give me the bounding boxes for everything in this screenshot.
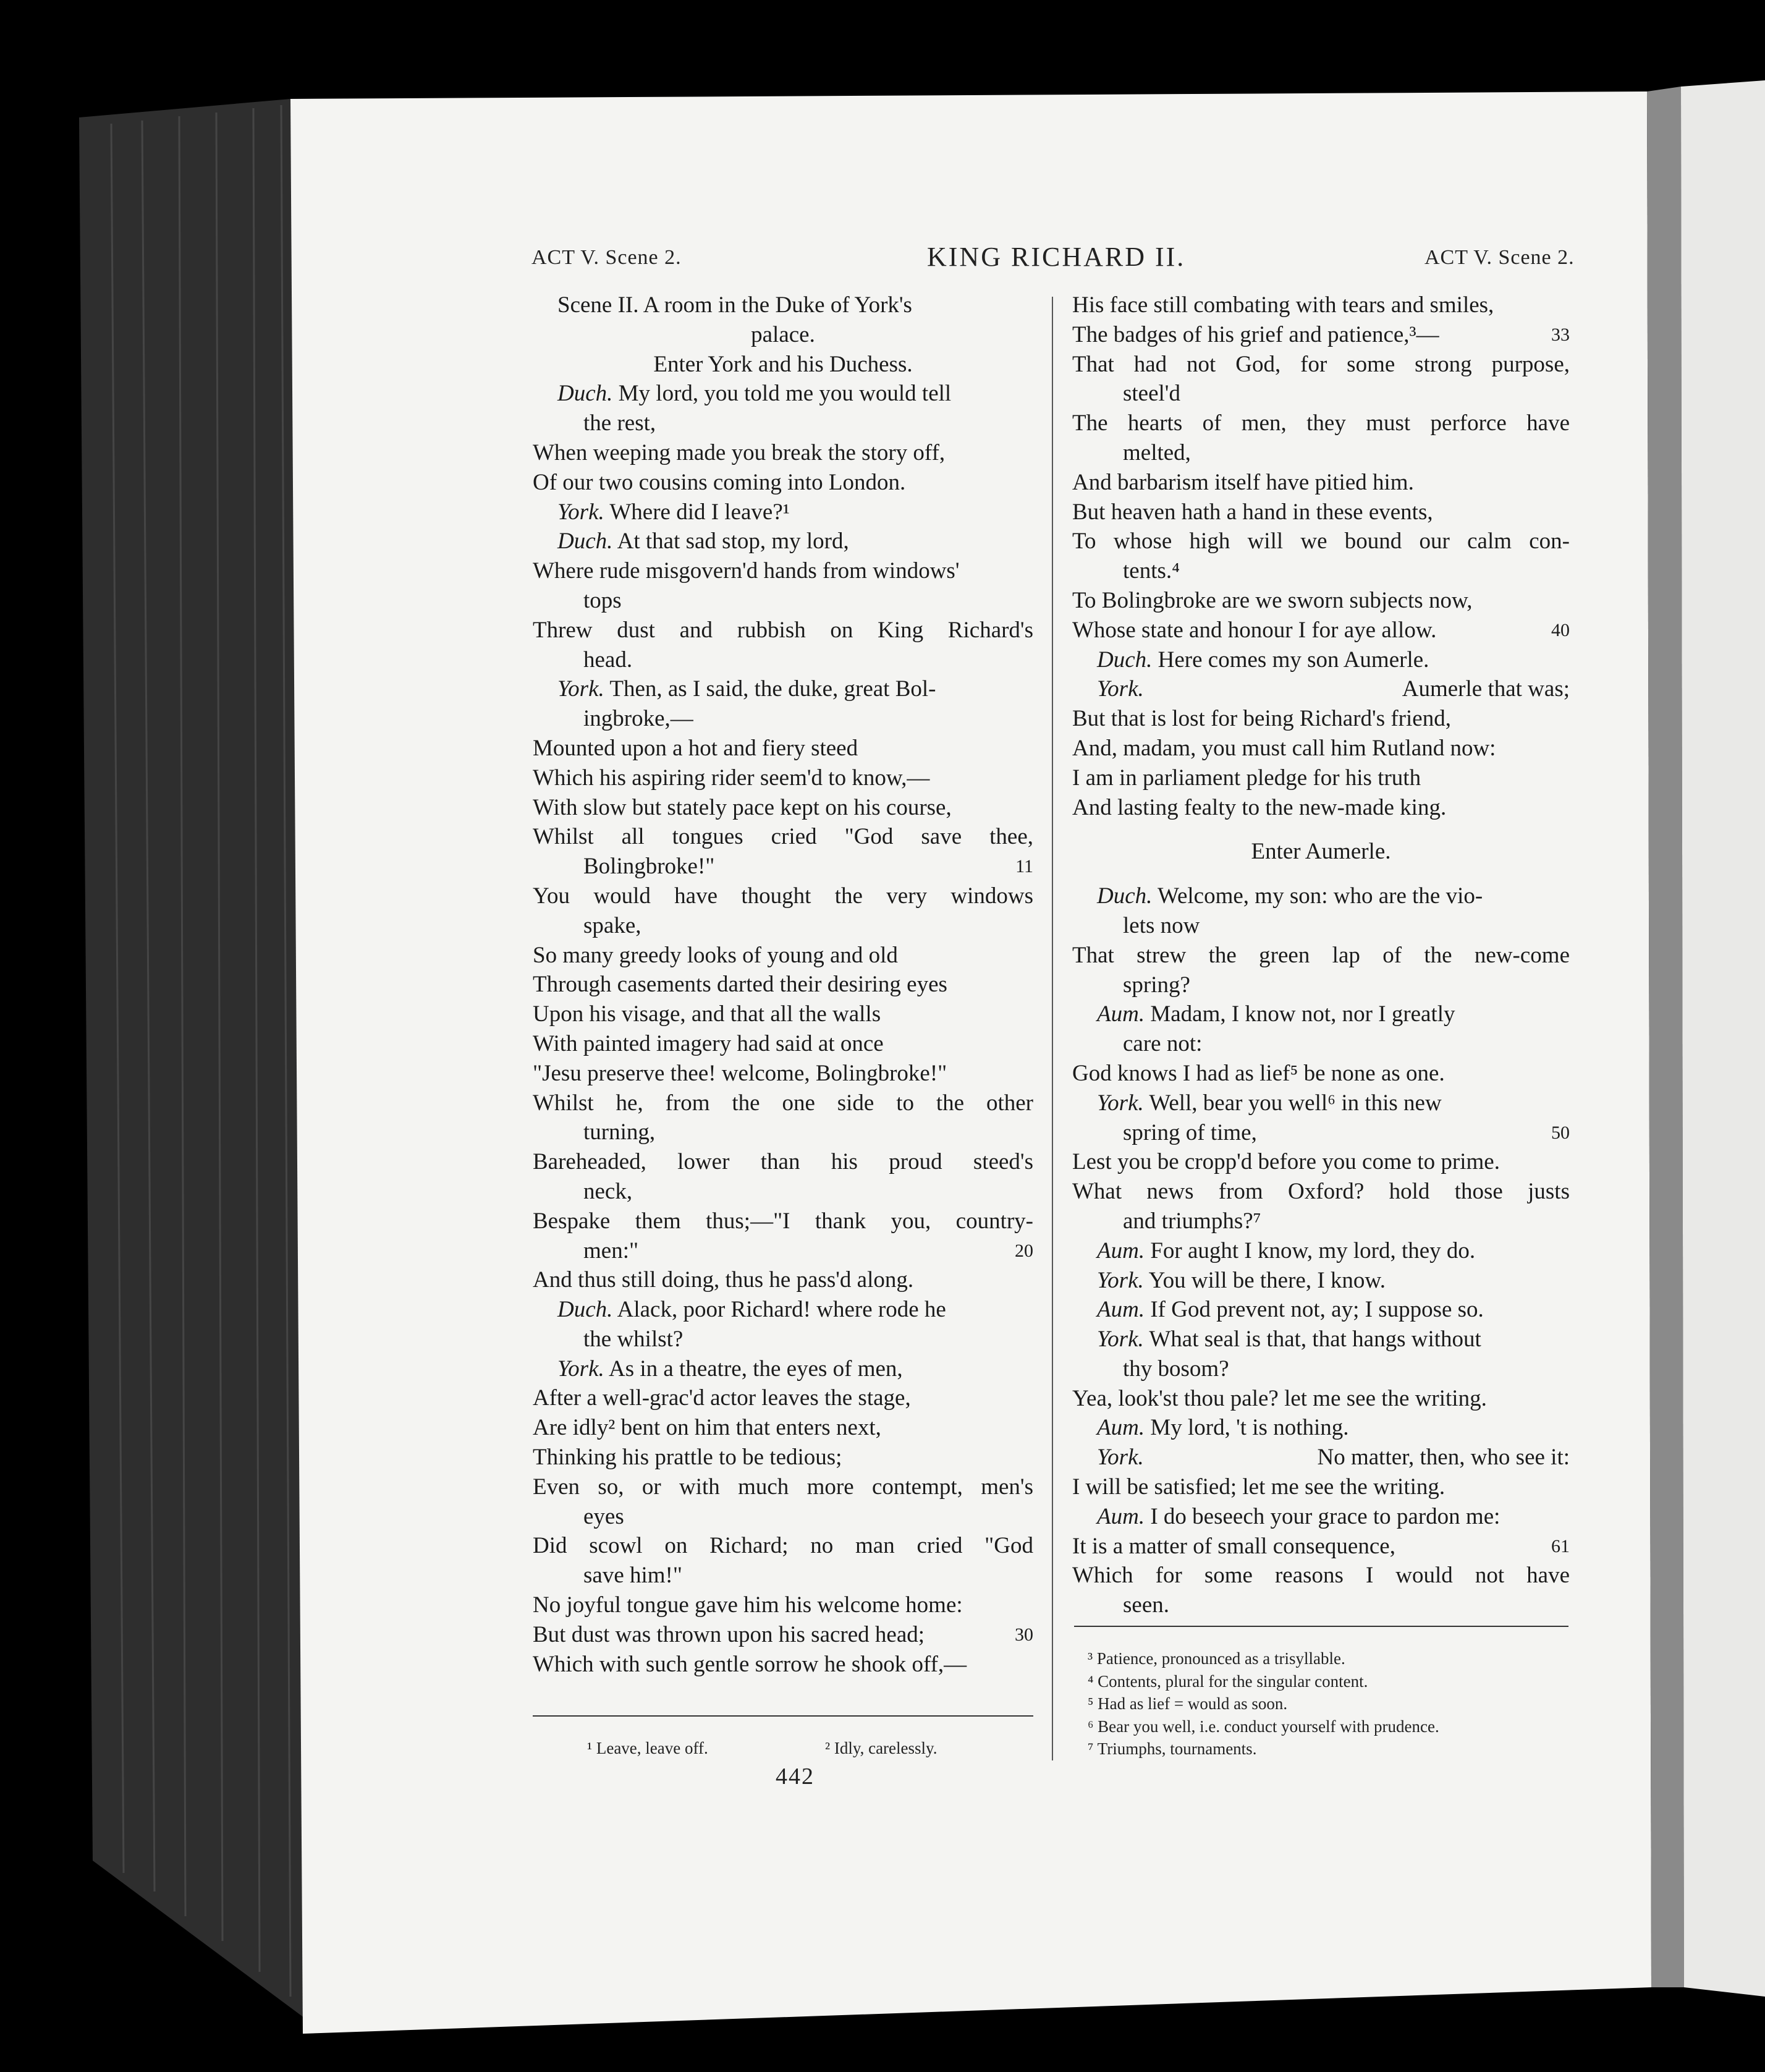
- verse-line: [1072, 409, 1570, 438]
- running-head-left: ACT V. Scene 2.: [531, 246, 682, 269]
- line-text: the rest,: [583, 410, 656, 436]
- verse-line: [1072, 763, 1570, 793]
- verse-line: [533, 616, 1033, 645]
- line-number: 20: [1015, 1240, 1033, 1261]
- line-text: That had not God, for some strong purpose,: [1072, 351, 1570, 377]
- verse-line: [533, 852, 1033, 881]
- line-text: With slow but stately pace kept on his course,: [533, 794, 952, 820]
- speaker-name: Aum.: [1097, 1415, 1145, 1441]
- verse-line: [533, 1413, 1033, 1443]
- line-text: If God prevent not, ay; I suppose so.: [1150, 1297, 1484, 1323]
- verse-line: [533, 1502, 1033, 1532]
- line-text: Thinking his prattle to be tedious;: [533, 1445, 842, 1471]
- speaker-name: York.: [1097, 1267, 1144, 1293]
- line-text: But heaven hath a hand in these events,: [1072, 499, 1433, 525]
- line-text: You would have thought the very windows: [533, 883, 1033, 909]
- footnotes-right: [1088, 1647, 1439, 1760]
- line-text: Enter York and his Duchess.: [653, 351, 913, 377]
- line-text: Did scowl on Richard; no man cried "God: [533, 1533, 1033, 1559]
- verse-line: [533, 1561, 1033, 1590]
- verse-line: [533, 1443, 1033, 1472]
- running-head-right: ACT V. Scene 2.: [1424, 246, 1575, 269]
- footnote-2: ² Idly, carelessly.: [825, 1739, 938, 1757]
- verse-line: [533, 1207, 1033, 1236]
- verse-line: [1072, 291, 1570, 320]
- verse-line: [1072, 438, 1570, 468]
- verse-line: [1072, 793, 1570, 823]
- speaker-name: Duch.: [557, 381, 613, 407]
- line-text: I do beseech your grace to pardon me:: [1150, 1503, 1500, 1529]
- verse-line: [533, 586, 1033, 616]
- verse-line: [1072, 468, 1570, 498]
- line-text: the whilst?: [583, 1326, 684, 1352]
- verse-line: [533, 763, 1033, 793]
- footnote-1: ¹ Leave, leave off.: [587, 1739, 708, 1757]
- verse-line: [533, 704, 1033, 734]
- verse-line: [1072, 1147, 1570, 1177]
- verse-line: [1072, 881, 1570, 911]
- line-text: Scene II. A room in the Duke of York's: [557, 292, 912, 318]
- verse-line: [1072, 837, 1570, 867]
- verse-line: [1072, 1236, 1570, 1266]
- verse-line: [1072, 867, 1570, 881]
- line-text: Whose state and honour I for aye allow.: [1072, 617, 1437, 643]
- line-text: spring?: [1123, 972, 1190, 998]
- line-text: The hearts of men, they must perforce have: [1072, 410, 1570, 436]
- verse-line: [1072, 616, 1570, 645]
- verse-line: [1072, 1354, 1570, 1384]
- line-text: Welcome, my son: who are the vio-: [1158, 883, 1483, 909]
- line-text: Where rude misgovern'd hands from windows': [533, 558, 960, 584]
- speaker-name: Aum.: [1097, 1001, 1145, 1027]
- line-text: What seal is that, that hangs without: [1149, 1327, 1481, 1352]
- line-text: The badges of his grief and patience,³—: [1072, 321, 1439, 347]
- line-number: 30: [1015, 1624, 1033, 1645]
- line-text: And thus still doing, thus he pass'd along.: [533, 1267, 914, 1293]
- verse-line: [1072, 527, 1570, 556]
- verse-line: [533, 822, 1033, 852]
- line-text: eyes: [583, 1503, 624, 1529]
- line-text: Of our two cousins coming into London.: [533, 469, 906, 495]
- line-text: So many greedy looks of young and old: [533, 942, 898, 968]
- speaker-name: Duch.: [1097, 647, 1153, 673]
- verse-line: [1072, 1502, 1570, 1532]
- line-text: and triumphs?⁷: [1123, 1208, 1261, 1234]
- running-title: KING RICHARD II.: [927, 242, 1186, 272]
- line-text: neck,: [583, 1178, 633, 1204]
- line-text: No matter, then, who see it:: [1317, 1445, 1570, 1471]
- line-text: Alack, poor Richard! where rode he: [617, 1297, 946, 1323]
- line-text: Madam, I know not, nor I greatly: [1150, 1001, 1455, 1027]
- verse-line: [1072, 674, 1570, 704]
- footnote: ⁴ Contents, plural for the singular content.: [1088, 1671, 1368, 1691]
- line-text: To whose high will we bound our calm con-: [1072, 529, 1570, 554]
- verse-line: [1072, 1472, 1570, 1502]
- speaker-name: York.: [557, 676, 604, 702]
- line-text: At that sad stop, my lord,: [617, 529, 849, 554]
- line-text: lets now: [1123, 912, 1200, 938]
- speaker-name: York.: [1097, 1090, 1144, 1116]
- speaker-name: York.: [1097, 1445, 1144, 1471]
- speaker-name: York.: [557, 499, 604, 525]
- verse-line: [1072, 970, 1570, 1000]
- line-text: You will be there, I know.: [1148, 1267, 1386, 1293]
- line-text: God knows I had as lief⁵ be none as one.: [1072, 1060, 1445, 1086]
- verse-line: [533, 970, 1033, 1000]
- line-text: But that is lost for being Richard's friend,: [1072, 706, 1451, 732]
- verse-line: [533, 1531, 1033, 1561]
- verse-line: [1072, 645, 1570, 675]
- speaker-name: Aum.: [1097, 1297, 1145, 1323]
- line-text: That strew the green lap of the new-come: [1072, 942, 1570, 968]
- line-text: My lord, you told me you would tell: [618, 381, 952, 407]
- verse-line: [533, 498, 1033, 527]
- line-text: Which with such gentle sorrow he shook off,—: [533, 1651, 967, 1677]
- line-text: I will be satisfied; let me see the writing.: [1072, 1474, 1445, 1500]
- verse-line: [1072, 1443, 1570, 1472]
- verse-line: [1072, 1325, 1570, 1354]
- verse-line: [533, 645, 1033, 675]
- line-text: With painted imagery had said at once: [533, 1030, 884, 1056]
- line-text: steel'd: [1123, 381, 1180, 407]
- verse-line: [533, 1236, 1033, 1266]
- line-text: For aught I know, my lord, they do.: [1150, 1238, 1476, 1263]
- left-column: [533, 291, 1033, 1679]
- verse-line: [1072, 1059, 1570, 1089]
- line-text: Lest you be cropp'd before you come to prime.: [1072, 1149, 1500, 1175]
- footnote-rule-right: [1074, 1626, 1568, 1627]
- verse-line: [1072, 1413, 1570, 1443]
- line-text: Bolingbroke!": [583, 854, 715, 880]
- verse-line: [533, 1472, 1033, 1502]
- verse-line: [1072, 1029, 1570, 1059]
- line-text: Enter Aumerle.: [1251, 839, 1391, 865]
- verse-line: [533, 438, 1033, 468]
- line-text: As in a theatre, the eyes of men,: [608, 1356, 903, 1382]
- line-text: Here comes my son Aumerle.: [1158, 647, 1429, 673]
- line-text: Bareheaded, lower than his proud steed's: [533, 1149, 1033, 1175]
- verse-line: [533, 320, 1033, 350]
- line-text: palace.: [751, 321, 815, 347]
- verse-line: [533, 350, 1033, 380]
- line-text: tents.⁴: [1123, 558, 1180, 584]
- speaker-name: York.: [1097, 1327, 1144, 1352]
- verse-line: [1072, 586, 1570, 616]
- verse-line: [533, 1029, 1033, 1059]
- verse-line: [1072, 704, 1570, 734]
- verse-line: [533, 527, 1033, 556]
- verse-line: [533, 379, 1033, 409]
- line-text: spake,: [583, 912, 641, 938]
- verse-line: [1072, 1590, 1570, 1620]
- verse-line: [533, 468, 1033, 498]
- verse-line: [533, 1354, 1033, 1384]
- line-text: Which for some reasons I would not have: [1072, 1563, 1570, 1589]
- line-text: Whilst he, from the one side to the other: [533, 1090, 1033, 1116]
- verse-line: [533, 1383, 1033, 1413]
- line-text: Whilst all tongues cried "God save thee,: [533, 824, 1033, 850]
- verse-line: [1072, 1089, 1570, 1118]
- line-text: To Bolingbroke are we sworn subjects now,: [1072, 587, 1473, 613]
- line-text: After a well-grac'd actor leaves the stage,: [533, 1385, 911, 1411]
- line-text: melted,: [1123, 439, 1191, 465]
- verse-line: [1072, 320, 1570, 350]
- speaker-name: Aum.: [1097, 1503, 1145, 1529]
- footnote: ⁷ Triumphs, tournaments.: [1088, 1739, 1257, 1758]
- verse-line: [533, 1177, 1033, 1207]
- verse-line: [1072, 1266, 1570, 1296]
- line-text: Bespake them thus;—"I thank you, country-: [533, 1208, 1033, 1234]
- verse-line: [533, 1118, 1033, 1147]
- verse-line: [533, 1325, 1033, 1354]
- verse-line: [533, 1590, 1033, 1620]
- verse-line: [533, 1000, 1033, 1029]
- line-number: 11: [1015, 856, 1033, 877]
- verse-line: [1072, 1207, 1570, 1236]
- verse-line: [1072, 734, 1570, 763]
- line-text: Well, bear you well⁶ in this new: [1149, 1090, 1442, 1116]
- line-text: Upon his visage, and that all the walls: [533, 1001, 881, 1027]
- line-text: save him!": [583, 1563, 682, 1589]
- line-text: care not:: [1123, 1031, 1203, 1057]
- line-text: turning,: [583, 1119, 656, 1145]
- line-text: When weeping made you break the story off,: [533, 439, 946, 465]
- line-text: Even so, or with much more contempt, men's: [533, 1474, 1033, 1500]
- verse-line: [533, 734, 1033, 763]
- footnote: ⁵ Had as lief = would as soon.: [1088, 1694, 1288, 1713]
- verse-line: [533, 674, 1033, 704]
- line-text: men:": [583, 1238, 639, 1263]
- verse-line: [1072, 1295, 1570, 1325]
- line-text: But dust was thrown upon his sacred head;: [533, 1621, 925, 1647]
- line-text: Where did I leave?¹: [609, 499, 790, 525]
- verse-line: [1072, 911, 1570, 941]
- verse-line: [1072, 350, 1570, 380]
- verse-line: [1072, 1532, 1570, 1561]
- verse-line: [533, 941, 1033, 970]
- verse-line: [533, 1620, 1033, 1650]
- verse-line: [1072, 556, 1570, 586]
- line-text: Aumerle that was;: [1402, 676, 1570, 702]
- line-text: And lasting fealty to the new-made king.: [1072, 794, 1447, 820]
- line-text: head.: [583, 647, 633, 673]
- verse-line: [1072, 1000, 1570, 1029]
- line-text: spring of time,: [1123, 1119, 1257, 1145]
- verse-line: [533, 1059, 1033, 1089]
- page-number: 442: [776, 1764, 815, 1790]
- verse-line: [533, 793, 1033, 823]
- verse-line: [1072, 1177, 1570, 1207]
- line-text: tops: [583, 587, 622, 613]
- footnote-rule-left: [533, 1715, 1033, 1717]
- line-text: I am in parliament pledge for his truth: [1072, 765, 1421, 791]
- line-text: His face still combating with tears and smiles,: [1072, 292, 1494, 318]
- verse-line: [533, 1650, 1033, 1679]
- footnote: ⁶ Bear you well, i.e. conduct yourself with prudence.: [1088, 1717, 1439, 1736]
- speaker-name: Duch.: [557, 529, 613, 554]
- speaker-name: Duch.: [557, 1297, 613, 1323]
- speaker-name: York.: [1097, 676, 1144, 702]
- line-text: Through casements darted their desiring eyes: [533, 972, 947, 998]
- verse-line: [533, 911, 1033, 941]
- verse-line: [1072, 379, 1570, 409]
- line-text: Then, as I said, the duke, great Bol-: [609, 676, 936, 702]
- line-text: "Jesu preserve thee! welcome, Bolingbroke!": [533, 1060, 947, 1086]
- speaker-name: Duch.: [1097, 883, 1153, 909]
- line-text: thy bosom?: [1123, 1356, 1229, 1382]
- line-number: 40: [1551, 619, 1570, 640]
- verse-line: [533, 409, 1033, 438]
- line-text: Which his aspiring rider seem'd to know,—: [533, 765, 930, 791]
- line-text: Threw dust and rubbish on King Richard's: [533, 617, 1033, 643]
- line-text: What news from Oxford? hold those justs: [1072, 1179, 1570, 1205]
- verse-line: [533, 291, 1033, 320]
- line-text: My lord, 't is nothing.: [1150, 1415, 1349, 1441]
- line-text: Are idly² bent on him that enters next,: [533, 1415, 881, 1441]
- line-text: And barbarism itself have pitied him.: [1072, 469, 1414, 495]
- speaker-name: York.: [557, 1356, 604, 1382]
- verse-line: [1072, 822, 1570, 837]
- line-text: It is a matter of small consequence,: [1072, 1533, 1395, 1559]
- line-text: ingbroke,—: [583, 706, 693, 732]
- verse-line: [1072, 1561, 1570, 1590]
- verse-line: [533, 1295, 1033, 1325]
- line-number: 50: [1551, 1122, 1570, 1143]
- footnote: ³ Patience, pronounced as a trisyllable.: [1088, 1649, 1345, 1668]
- right-column: [1072, 291, 1570, 1620]
- verse-line: [533, 881, 1033, 911]
- line-number: 33: [1551, 324, 1570, 345]
- line-text: seen.: [1123, 1592, 1169, 1618]
- verse-line: [1072, 1384, 1570, 1414]
- line-text: No joyful tongue gave him his welcome home:: [533, 1592, 963, 1618]
- verse-line: [533, 556, 1033, 586]
- speaker-name: Aum.: [1097, 1238, 1145, 1263]
- verse-line: [1072, 498, 1570, 527]
- line-number: 61: [1551, 1535, 1570, 1556]
- verse-line: [533, 1147, 1033, 1177]
- verse-line: [533, 1089, 1033, 1118]
- verse-line: [1072, 941, 1570, 970]
- verse-line: [533, 1265, 1033, 1295]
- line-text: Mounted upon a hot and fiery steed: [533, 735, 858, 761]
- verse-line: [1072, 1118, 1570, 1148]
- line-text: And, madam, you must call him Rutland now:: [1072, 735, 1496, 761]
- line-text: Yea, look'st thou pale? let me see the writing.: [1072, 1385, 1487, 1411]
